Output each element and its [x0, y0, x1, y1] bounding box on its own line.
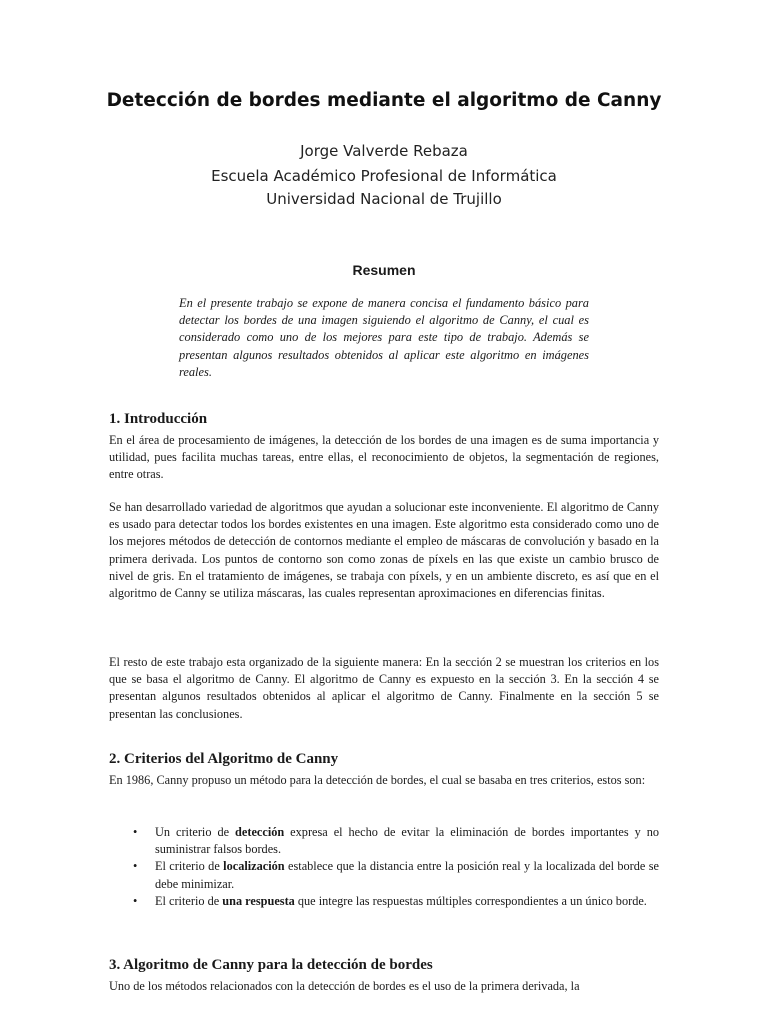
section-2-heading: 2. Criterios del Algoritmo de Canny	[109, 751, 339, 767]
bullet-icon: •	[133, 893, 138, 908]
criteria-list	[109, 824, 659, 910]
paper-title: Detección de bordes mediante el algoritmo de Canny	[106, 90, 662, 111]
list-item: • Un criterio de detección expresa el hecho de evitar la eliminación de bordes importantes y no suministrar falsos bordes.	[133, 825, 659, 857]
section-3-paragraph-1: Uno de los métodos relacionados con la detección de bordes es el uso de la primera derivada, la	[109, 979, 580, 993]
section-1-paragraph-2: Se han desarrollado variedad de algoritmos que ayudan a solucionar este inconveniente. El algoritmo de Canny es usado para detectar todos los bordes existentes en una imagen. Este algoritmo esta considerado como uno de los mejores métodos de detección de contornos mediante el empleo de máscaras de convolución y basado en la primera derivada. Los puntos de contorno son como zonas de píxels en las que existe un cambio brusco de nivel de gris. En el tratamiento de imágenes, se trabaja con píxels, y en un ambiente discreto, es así que en el algoritmo de Canny se utiliza máscaras, las cuales representan aproximaciones en diferencias finitas.	[109, 500, 659, 601]
bullet-icon: •	[133, 825, 138, 839]
bold-term: detección	[235, 825, 285, 839]
affiliation-university: Universidad Nacional de Trujillo	[266, 190, 502, 208]
section-3-heading: 3. Algoritmo de Canny para la detección de bordes	[109, 957, 433, 973]
author-name: Jorge Valverde Rebaza	[300, 142, 468, 160]
bullet-icon: •	[133, 859, 138, 874]
list-item: • El criterio de localización establece que la distancia entre la posición real y la localizada del borde se debe minimizar.	[133, 859, 659, 891]
affiliation-school: Escuela Académico Profesional de Informática	[211, 167, 557, 185]
abstract-heading: Resumen	[352, 262, 416, 278]
bold-term: localización	[223, 859, 285, 874]
abstract-text: En el presente trabajo se expone de manera concisa el fundamento básico para detectar los bordes de una imagen siguiendo el algoritmo de Canny, el cual es considerado como uno de los mejores para este tipo de trabajo. Además se presentan algunos resultados obtenidos al aplicar este algoritmo en imágenes reales.	[179, 296, 589, 379]
bold-term: una respuesta	[222, 893, 295, 908]
section-1-paragraph-1: En el área de procesamiento de imágenes, la detección de los bordes de una imagen es de suma importancia y utilidad, pues facilita muchas tareas, entre ellas, el reconocimiento de objetos, la segmentación de regiones, entre otras.	[109, 433, 659, 482]
section-1-heading: 1. Introducción	[109, 411, 208, 427]
list-item: • El criterio de una respuesta que integre las respuestas múltiples correspondientes a un único borde.	[109, 893, 659, 910]
section-1-paragraph-3: El resto de este trabajo esta organizado de la siguiente manera: En la sección 2 se muestran los criterios en los que se basa el algoritmo de Canny. El algoritmo de Canny es expuesto en la sección 3. En la sección 4 se presentan algunos resultados obtenidos al aplicar el algoritmo de Canny. Finalmente en la sección 5 se presentan las conclusiones.	[109, 655, 659, 721]
section-2-paragraph-1: En 1986, Canny propuso un método para la detección de bordes, el cual se basaba en tres criterios, estos son:	[109, 773, 646, 787]
